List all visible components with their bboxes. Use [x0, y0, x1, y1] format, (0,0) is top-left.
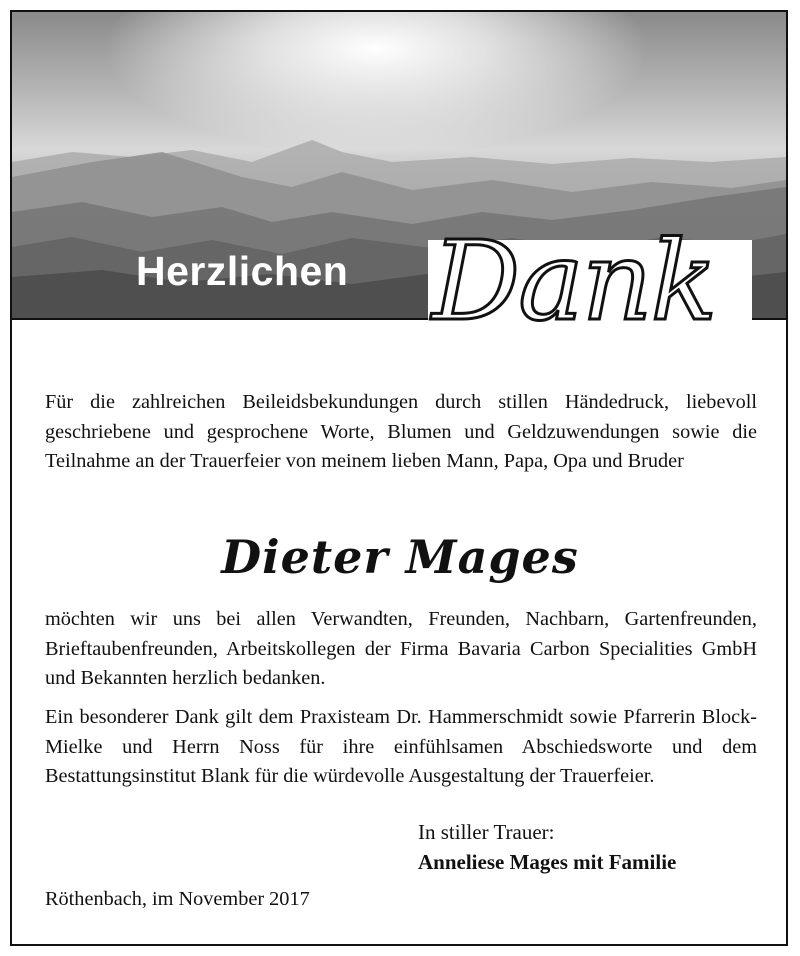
greeting-text: Herzlichen	[136, 248, 349, 294]
title-text: Dank	[432, 217, 716, 345]
deceased-name: Dieter Mages	[221, 530, 579, 584]
mourning-line: In stiller Trauer:	[418, 820, 555, 844]
place-date: Röthenbach, im November 2017	[45, 888, 310, 910]
special-thanks-paragraph: Ein besonderer Dank gilt dem Praxisteam Dr. Hammerschmidt sowie Pfarrerin Block-Mielke und Herrn Noss für ihre einfühlsamen Abschiedsworte und dem Bestattungsinstitut Blank für die würdevolle Ausgestaltung der Trauerfeier.	[45, 706, 757, 787]
family-signature: Anneliese Mages mit Familie	[418, 850, 677, 874]
opening-paragraph: Für die zahlreichen Beileidsbekundungen durch stillen Händedruck, liebevoll geschriebene und gesprochene Worte, Blumen und Geldzuwendungen sowie die Teilnahme an der Trauerfeier von meinem lieben Mann, Papa, Opa und Bruder	[45, 391, 757, 472]
thanks-paragraph: möchten wir uns bei allen Verwandten, Freunden, Nachbarn, Gartenfreunden, Brieftaubenfreunden, Arbeitskollegen der Firma Bavaria Carbon Specialities GmbH und Bekannten herzlich bedanken.	[45, 608, 757, 689]
